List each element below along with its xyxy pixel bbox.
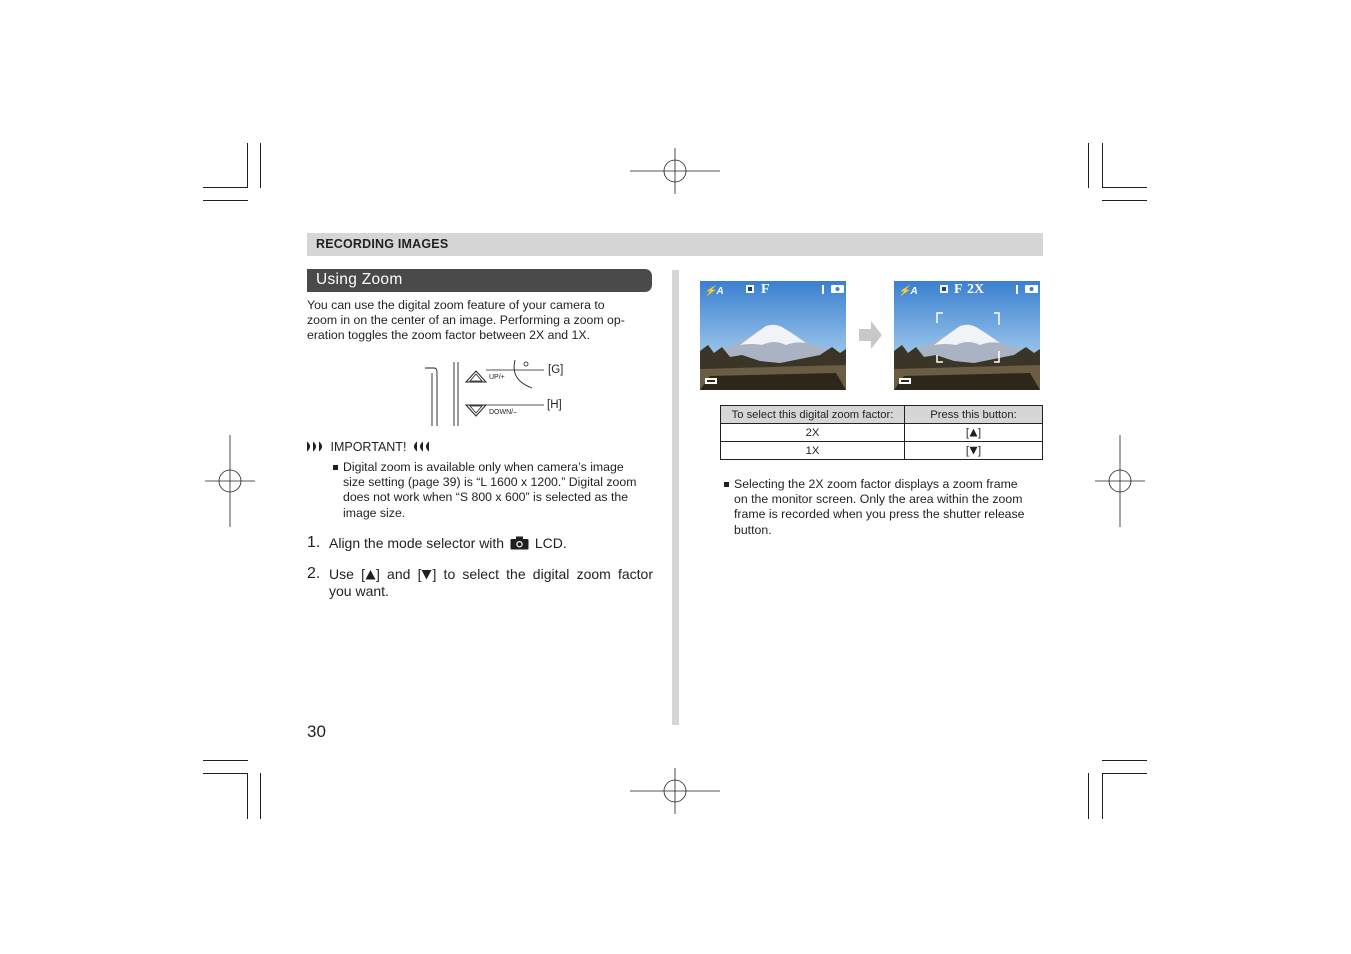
registration-mark-top <box>630 148 720 194</box>
step-2-line2: you want. <box>329 583 389 599</box>
intro-line: zoom in on the center of an image. Performing a zoom op- <box>307 313 625 328</box>
zoom-factor-cell: 1X <box>721 442 905 460</box>
button-cell <box>905 424 1043 442</box>
intro-paragraph <box>307 298 652 344</box>
section-header <box>307 233 1043 256</box>
bullet-square-icon <box>333 465 338 470</box>
note-line: frame is recorded when you press the shutter release <box>734 507 1025 522</box>
page-number: 30 <box>307 722 326 741</box>
down-triangle-icon <box>421 569 432 580</box>
up-button-label: UP/+ <box>489 374 505 381</box>
note-line: on the monitor screen. Only the area within the zoom <box>734 492 1023 507</box>
bullet-square-icon <box>724 482 729 487</box>
svg-text:⚡A: ⚡A <box>898 286 918 297</box>
table-row <box>721 442 1043 460</box>
step-2-number: 2. <box>307 565 321 582</box>
camera-icon <box>510 536 529 550</box>
bracket-open: [ <box>965 426 969 439</box>
registration-mark-right <box>1095 435 1145 527</box>
up-button-icon <box>466 371 486 382</box>
zoom-factor-table <box>720 405 1043 460</box>
zoom-factor-cell: 2X <box>721 424 905 442</box>
zoom-indicator: 2X <box>967 282 985 297</box>
table-row <box>721 424 1043 442</box>
note-line: button. <box>734 522 772 537</box>
step-2-part: ] to select the digital zoom factor <box>432 566 653 582</box>
step-1-after: LCD. <box>534 535 567 551</box>
bullet-line: Digital zoom is available only when camera’s image <box>343 460 624 474</box>
important-marks-left-icon <box>307 441 327 452</box>
table-header: Press this button: <box>905 406 1043 424</box>
step-2-text <box>329 566 653 600</box>
arrow-right-icon <box>859 321 883 349</box>
step-2-part: ] and [ <box>375 566 422 582</box>
bracket-close: ] <box>978 426 982 439</box>
bracket-close: ] <box>978 444 982 457</box>
lcd-screen-2x <box>894 281 1040 390</box>
lcd-screen-1x <box>700 281 846 390</box>
callout-g: [G] <box>548 364 564 376</box>
registration-mark-bottom <box>630 768 720 814</box>
column-divider <box>672 270 679 725</box>
bullet-line: image size. <box>343 505 406 520</box>
important-marks-right-icon <box>410 441 430 452</box>
size-indicator: F <box>954 282 963 297</box>
button-cell <box>905 442 1043 460</box>
note-line: Selecting the 2X zoom factor displays a zoom frame <box>734 477 1018 491</box>
page-title-text: Using Zoom <box>316 271 403 288</box>
important-heading <box>307 440 430 454</box>
step-1-text <box>329 535 567 552</box>
callout-h: [H] <box>547 399 562 411</box>
up-triangle-icon <box>969 428 978 437</box>
bracket-open: [ <box>965 444 969 457</box>
table-header-row <box>721 406 1043 424</box>
section-title: RECORDING IMAGES <box>316 237 449 251</box>
bullet-line: does not work when “S 800 x 600” is selected as the <box>343 490 629 505</box>
important-label: IMPORTANT! <box>330 440 407 454</box>
size-indicator: F <box>761 282 770 297</box>
step-2-part: Use [ <box>329 566 365 582</box>
table-header: To select this digital zoom factor: <box>721 406 905 424</box>
down-button-icon <box>466 405 486 416</box>
down-button-label: DOWN/– <box>489 409 517 416</box>
page-title <box>307 269 652 292</box>
mountain-photo-1x <box>700 281 846 390</box>
bullet-line: size setting (page 39) is “L 1600 x 1200.” Digital zoom <box>343 475 637 490</box>
registration-mark-left <box>205 435 255 527</box>
svg-text:⚡A: ⚡A <box>704 286 724 297</box>
up-triangle-icon <box>365 569 376 580</box>
intro-line: eration toggles the zoom factor between 2X and 1X. <box>307 328 591 343</box>
step-1-before: Align the mode selector with <box>329 535 505 551</box>
step-1-number: 1. <box>307 534 321 551</box>
down-triangle-icon <box>969 446 978 455</box>
intro-line: You can use the digital zoom feature of your camera to <box>307 298 605 312</box>
